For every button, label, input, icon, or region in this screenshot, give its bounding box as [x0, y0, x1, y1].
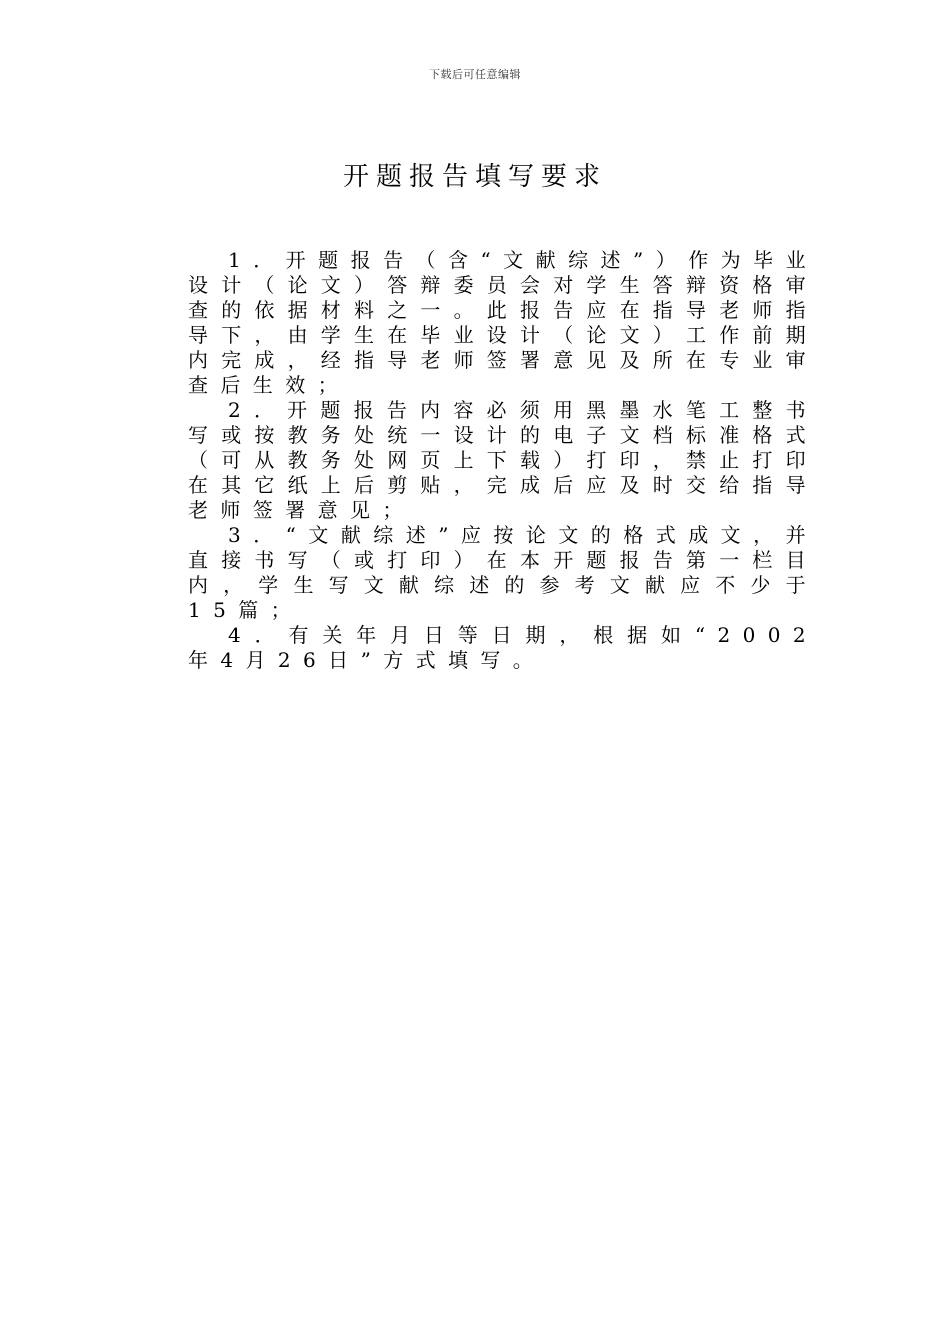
- requirement-item-4: 4．有关年月日等日期，根据如“2002年4月26日”方式填写。: [188, 623, 818, 672]
- requirement-item-1: 1．开题报告（含“文献综述”）作为毕业设计（论文）答辩委员会对学生答辩资格审查的依据材料之一。此报告应在指导老师指导下，由学生在毕业设计（论文）工作前期内完成，经指导老师签署意见及所在专业审查后生效；: [188, 248, 818, 397]
- requirements-list: [188, 248, 818, 673]
- requirement-item-2: 2．开题报告内容必须用黑墨水笔工整书写或按教务处统一设计的电子文档标准格式（可从教务处网页上下载）打印，禁止打印在其它纸上后剪贴，完成后应及时交给指导老师签署意见；: [188, 398, 818, 522]
- document-title: 开题报告填写要求: [342, 162, 607, 192]
- header-note: 下载后可任意编辑: [429, 68, 521, 81]
- requirement-item-3: 3．“文献综述”应按论文的格式成文，并直接书写（或打印）在本开题报告第一栏目内，学生写文献综述的参考文献应不少于15篇；: [188, 523, 818, 622]
